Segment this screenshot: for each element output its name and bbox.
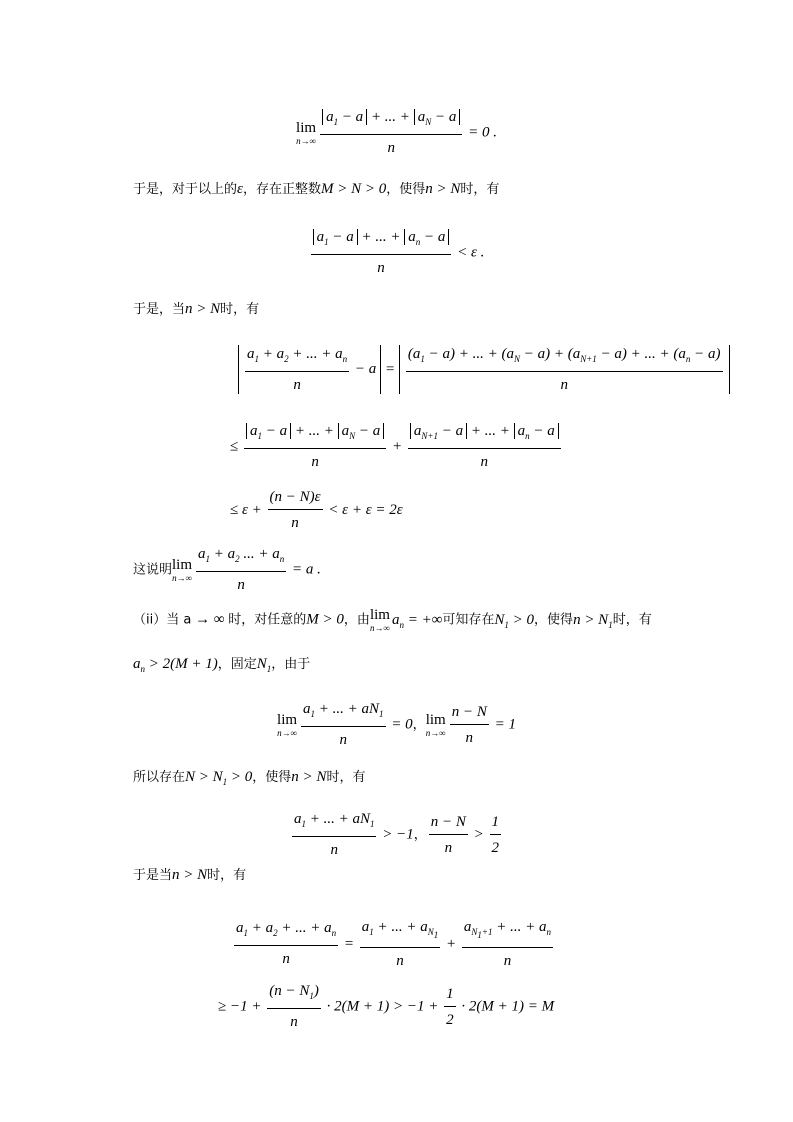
equation-two-bounds: $\frac{a_1 + ... + aN_1}{n}$ > −1， $\frac{n - N}{n}$ > $\frac{1}{2}$ [293,811,500,858]
text-line-6: 所以存在$N > N_1 > 0$，使得n > N时，有 [133,769,366,787]
equation-abs-difference: $\frac{a_1 + a_2 + ... + a_n}{n}$ − a = $\frac{(a_1 - a) + ... + (a_N - a) + (a_{N+1} - a) + ... + (a_n - a)}{n}$ [238,345,730,394]
text-line-1: 于是，对于以上的ε，存在正整数M > N > 0，使得n > N时，有 [133,181,500,197]
text-line-3: 这说明 lim n→∞ $\frac{a_1 + a_2 ... + a_n}{n}$ = a . [133,546,321,593]
text-line-2: 于是，当n > N时，有 [133,301,260,317]
equation-bound-2eps: ≤ ε + $\frac{(n - N)\varepsilon}{n}$ < ε + ε = 2ε [230,489,403,531]
equation-limit-zero: lim n→∞ $\frac{a_1 - a + ... + a_N - a}{n}$ = 0 . [296,109,497,156]
text-line-4: （ii）当 a → ∞ 时，对任意的M > 0，由 lim n→∞ $a_n$ = +∞可知存在$N_1 > 0$，使得$n > N_1$时，有 [133,607,652,633]
equation-sum-split: $\frac{a_1 + a_2 + ... + a_n}{n}$ = $\frac{a_1 + ... + a_{N_1}}{n}$ + $\frac{a_{N_1+1} + ... + a_n}{n}$ [236,919,551,969]
equation-split-sum: ≤ $\frac{a_1 - a + ... + a_N - a}{n}$ + $\frac{a_{N+1} - a + ... + a_n - a}{n}$ [230,422,563,471]
text-line-7: 于是当n > N时，有 [133,867,247,883]
equation-less-eps: $\frac{a_1 - a + ... + a_n - a}{n}$ < ε . [0,228,793,277]
equation-final-bound: ≥ −1 + $\frac{(n - N_1)}{n}$ · 2(M + 1) > −1 + $\frac{1}{2}$ · 2(M + 1) = M [218,983,555,1030]
text-line-5: $a_n > 2(M + 1)$，固定$N_1$，由于 [133,656,311,674]
equation-two-limits: lim n→∞ $\frac{a_1 + ... + aN_1}{n}$ = 0， lim n→∞ $\frac{n - N}{n}$ = 1 [277,701,516,748]
